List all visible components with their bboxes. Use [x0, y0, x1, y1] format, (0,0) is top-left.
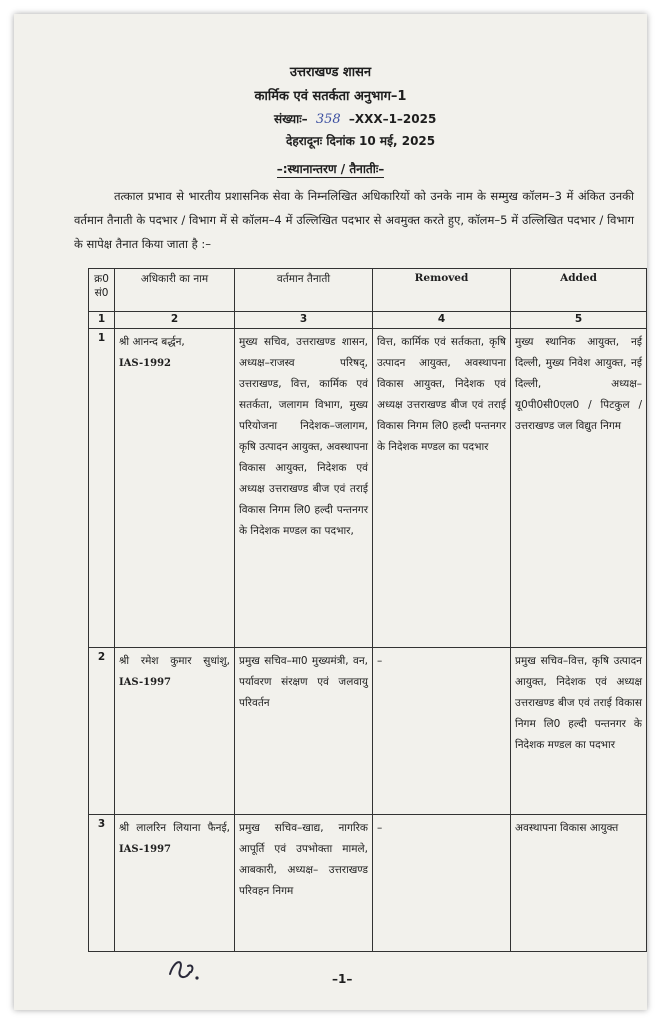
removed-posting: वित्त, कार्मिक एवं सर्तकता, कृषि उत्पादन आयुक्त, अवस्थापना विकास आयुक्त, निदेशक एवं अध्यक्ष उत्तराखण्ड बीज एवं तराई विकास निगम लि0 हल्दी पन्तनगर के निदेशक मण्डल का पदभार [373, 329, 511, 648]
header-officer-name: अधिकारी का नाम [115, 269, 235, 312]
order-number-suffix: –XXX–1–2025 [348, 112, 437, 126]
officer-name-cell [115, 329, 235, 648]
officer-batch: IAS-1992 [119, 358, 172, 369]
added-posting: प्रमुख सचिव–वित्त, कृषि उत्पादन आयुक्त, निदेशक एवं अध्यक्ष उत्तराखण्ड बीज एवं तराई विकास निगम लि0 हल्दी पन्तनगर के निदेशक मण्डल का पदभार [511, 648, 647, 815]
signature-mark [164, 952, 204, 990]
document-page [14, 14, 647, 1010]
column-number-row [89, 312, 647, 329]
page-number: –1– [332, 972, 353, 986]
table-header-row [89, 269, 647, 312]
column-number: 4 [373, 312, 511, 329]
officer-name-cell [115, 815, 235, 952]
order-number-handwritten: 358 [315, 112, 341, 127]
transfer-table [88, 268, 647, 952]
table-row [89, 329, 647, 648]
order-number-label: संख्याः– [274, 112, 308, 126]
section-heading: कार्मिक एवं सतर्कता अनुभाग–1 [254, 89, 407, 104]
order-subject [14, 160, 647, 177]
officer-batch: IAS-1997 [119, 677, 172, 688]
govt-heading: उत्तराखण्ड शासन [289, 65, 372, 80]
column-number: 1 [89, 312, 115, 329]
added-posting: अवस्थापना विकास आयुक्त [511, 815, 647, 952]
header-removed: Removed [373, 269, 511, 312]
officer-batch: IAS-1997 [119, 844, 172, 855]
column-number: 3 [235, 312, 373, 329]
header-serial: क्र0 सं0 [89, 269, 115, 312]
officer-name: श्री रमेश कुमार सुधांशु, [119, 655, 230, 667]
officer-name-cell [115, 648, 235, 815]
header-added: Added [511, 269, 647, 312]
row-serial: 1 [89, 329, 115, 648]
current-posting: प्रमुख सचिव–मा0 मुख्यमंत्री, वन, पर्यावरण संरक्षण एवं जलवायु परिवर्तन [235, 648, 373, 815]
header-current-posting: वर्तमान तैनाती [235, 269, 373, 312]
column-number: 5 [511, 312, 647, 329]
order-number [274, 110, 436, 127]
row-serial: 2 [89, 648, 115, 815]
intro-paragraph: तत्काल प्रभाव से भारतीय प्रशासनिक सेवा के निम्नलिखित अधिकारियों को उनके नाम के सम्मुख कॉलम–3 में अंकित उनकी वर्तमान तैनाती के पदभार / विभाग में से कॉलम–4 में उल्लिखित पदभार से अवमुक्त करते हुए, कॉलम–5 में उल्लिखित पदभार / विभाग के सापेक्ष तैनात किया जाता है :– [74, 189, 634, 251]
current-posting: प्रमुख सचिव–खाद्य, नागरिक आपूर्ति एवं उपभोक्ता मामले, आबकारी, अध्यक्ष– उत्तराखण्ड परिवहन निगम [235, 815, 373, 952]
officer-name: श्री आनन्द बर्द्धन, [119, 336, 185, 348]
current-posting: मुख्य सचिव, उत्तराखण्ड शासन, अध्यक्ष–राजस्व परिषद्, उत्तराखण्ड, वित्त, कार्मिक एवं सतर्कता, जलागम विभाग, मुख्य परियोजना निदेशक–जलागम, कृषि उत्पादन आयुक्त, अवस्थापना विकास आयुक्त, निदेशक एवं अध्यक्ष उत्तराखण्ड बीज एवं तराई विकास निगम लि0 हल्दी पन्तनगर के निदेशक मण्डल का पदभार, [235, 329, 373, 648]
order-date: देहरादूनः दिनांक 10 मई, 2025 [286, 134, 436, 148]
order-subject-text: –:स्थानान्तरण / तैनातीः– [276, 162, 385, 176]
row-serial: 3 [89, 815, 115, 952]
table-row [89, 815, 647, 952]
column-number: 2 [115, 312, 235, 329]
removed-posting: – [373, 648, 511, 815]
table-row [89, 648, 647, 815]
removed-posting: – [373, 815, 511, 952]
officer-name: श्री लालरिन लियाना फैनई, [119, 822, 230, 834]
added-posting: मुख्य स्थानिक आयुक्त, नई दिल्ली, मुख्य निवेश आयुक्त, नई दिल्ली, अध्यक्ष– यू0पी0सी0एल0 / पिटकुल / उत्तराखण्ड जल विद्युत निगम [511, 329, 647, 648]
